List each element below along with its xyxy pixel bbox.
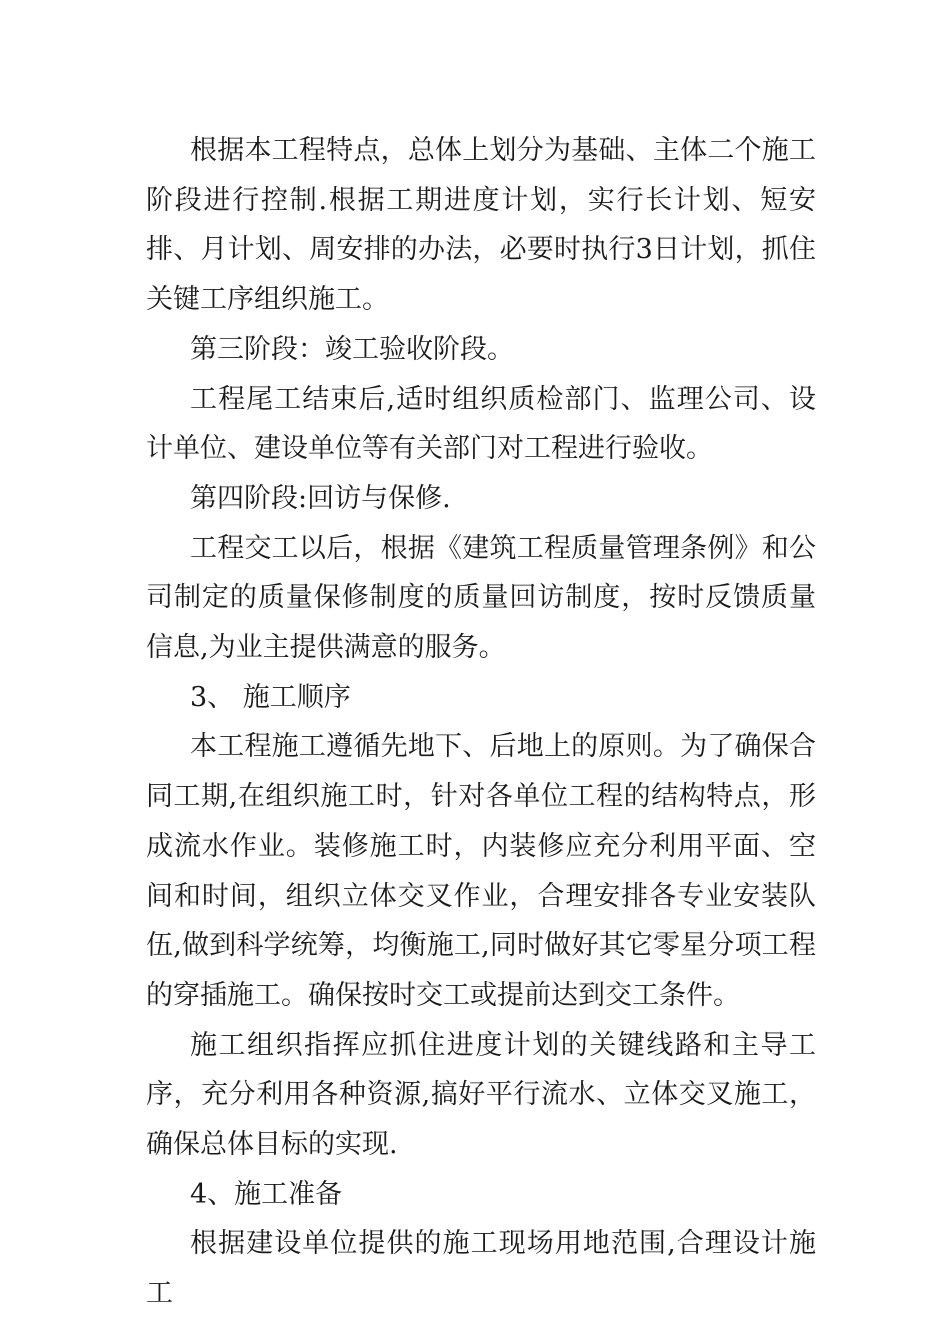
document-body	[146, 126, 816, 1319]
paragraph-site-layout: 根据建设单位提供的施工现场用地范围,合理设计施工	[146, 1228, 816, 1310]
heading-construction-sequence: 3、 施工顺序	[190, 681, 351, 713]
paragraph-sequence-principle: 本工程施工遵循先地下、后地上的原则。为了确保合同工期,在组织施工时，针对各单位工程的结构特点，形成流水作业。装修施工时，内装修应充分利用平面、空间和时间，组织立体交叉作业，合理安排各专业安装队伍,做到科学统筹，均衡施工,同时做好其它零星分项工程的穿插施工。确保按时交工或提前达到交工条件。	[146, 731, 816, 1011]
heading-stage-four: 第四阶段:回访与保修.	[190, 482, 451, 514]
paragraph-command: 施工组织指挥应抓住进度计划的关键线路和主导工序，充分利用各种资源,搞好平行流水、立体交叉施工，确保总体目标的实现.	[146, 1029, 816, 1161]
paragraph-acceptance: 工程尾工结束后,适时组织质检部门、监理公司、设计单位、建设单位等有关部门对工程进行验收。	[146, 383, 816, 465]
paragraph-warranty: 工程交工以后，根据《建筑工程质量管理条例》和公司制定的质量保修制度的质量回访制度，按时反馈质量信息,为业主提供满意的服务。	[146, 532, 816, 664]
heading-stage-three: 第三阶段：竣工验收阶段。	[190, 333, 514, 365]
paragraph-stage-division: 根据本工程特点，总体上划分为基础、主体二个施工阶段进行控制.根据工期进度计划，实行长计划、短安排、月计划、周安排的办法，必要时执行3日计划，抓住关键工序组织施工。	[146, 135, 816, 316]
heading-construction-preparation: 4、施工准备	[190, 1178, 343, 1210]
